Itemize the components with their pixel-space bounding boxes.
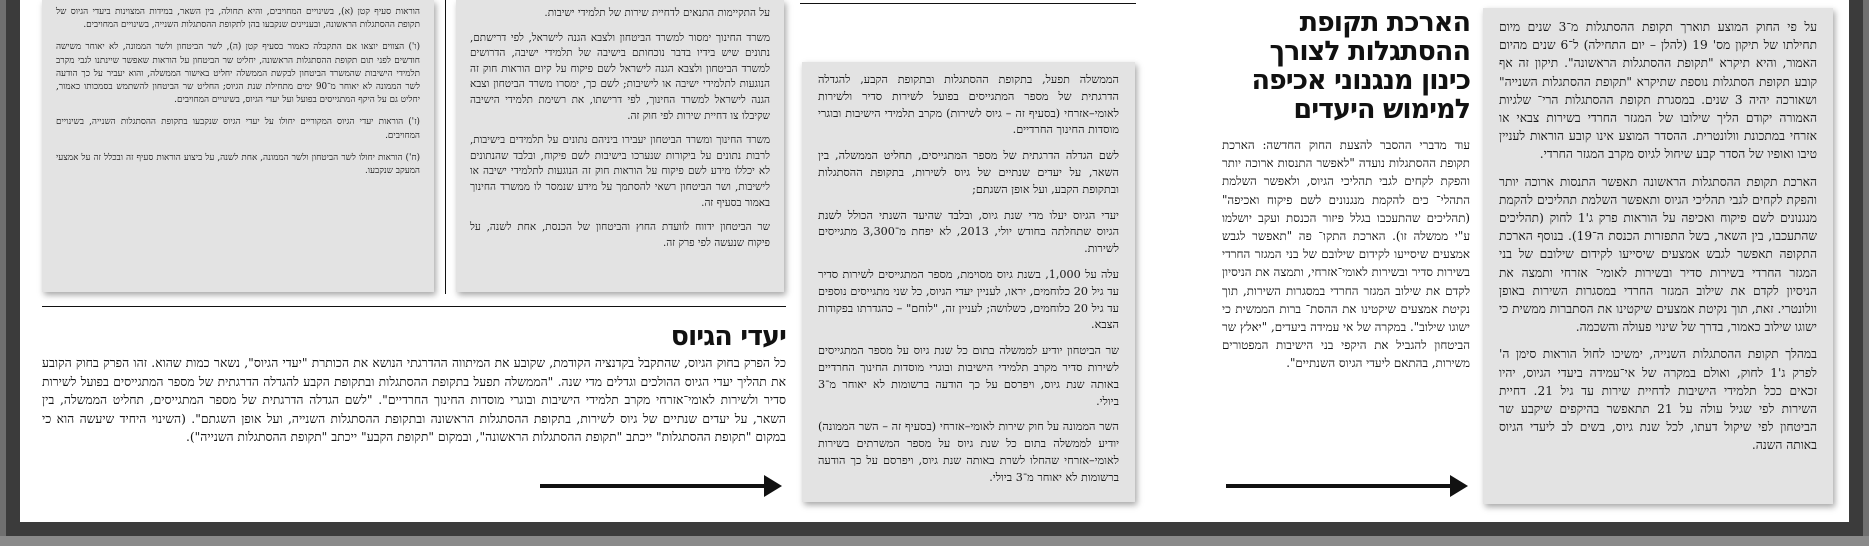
law-excerpt-paragraph: על פי החוק המוצע תוארך תקופת ההסתגלות מ־3 שנים מיום תחילתו של תיקון מס' 19 (להלן – יום התחילה) ל־6 שנים מהיום האמור, והיא תיקרא "תקופת ההסתגלות הראשונה". תיקון זה אף קובע תקופת הסתגלות נוספת שתיקרא "תקופת ההסתגלות השנייה" ושאורכה יהיה 3 שנים. במסגרת תקופת ההסתגלות הרי־ שלגיות האמורה יקודם הליך שילובו של המגזר החרדי בשירות צבאי או אזרחי במתכונת וולונטרית. ההסדר המוצע אינו קובע הוראות לעניין טיבו ואופיו של הסדר קבע שיחול לגיוס מקרב המגזר החרדי.: [1499, 20, 1817, 162]
top-rule: [800, 3, 1136, 4]
law-excerpt-paragraph: עלה על 1,000, בשנת גיוס מסוימת, מספר המתגייסים לשירות סדיר עד גיל 20 כלוחמים, יראו, לעניין יעדי הגיוס, כל שני מתגייסים נוספים עד גיל 20 כלוחמים, כשלושה; לעניין זה, "לוחם" – כהגדרתו בפקודות הצבא.: [818, 267, 1119, 332]
giyus-section-body: כל הפרק בחוק הגיוס, שהתקבל בקדנציה הקודמת, שקובע את המיתווה ההדרגתי הנושא את הכותרת "יעדי הגיוס", נשאר כמות שהוא. זהו הפרק בחוק הקובע את תהליך יעדי הגיוס ההולכים וגדלים מדי שנה. "הממשלה תפעל בתקופת ההסתגלות ובתקופת הקבע להגדלה הדרגתית של מספר המתגייסים בפועל לשירות סדיר ולשירות לאומי־אזרחי מקרב תלמידי הישיבות ובוגרי מוסדות החינוך החרדיים". "לשם הגדלה הדרגתית של מספר המתגייסים, תחליט הממשלה, בין השאר, על יעדים שנתיים של גיוס לשירות, בתקופת ההסתגלות הראשונה ובתקופת ההסתגלות השנייה, ועל אופן השגתם". (השינוי היחיד שיעשה הוא כי במקום "תקופת ההסתגלות" ייכתב "תקופת ההסתגלות הראשונה", ובמקום "תקופת הקבע" ייכתב "תקופת ההסתגלות השנייה").: [42, 356, 786, 445]
giyus-section: [42, 322, 786, 482]
law-excerpt-paragraph: השר הממונה על חוק שירות לאומי–אזרחי (בסעיף זה – השר הממונה) יודיע לממשלה בתום כל שנת גיוס על מספר המשרתים בשירות לאומי–אזרחי שהחלו לשרת באותה שנת גיוס, ויפרסם על כך הודעה ברשומות לא יאוחר מ־3 ביולי.: [818, 420, 1119, 484]
continue-arrow-icon: [1226, 484, 1452, 488]
continue-arrow-icon: [540, 484, 766, 488]
law-excerpt-paragraph: (ז') הוראות יעדי הגיוס המקוריים יחולו על יעדי הגיוס שנקבעו בתקופת ההסתגלות השנייה, בשינויים המחויבים.: [56, 117, 420, 141]
law-excerpt-box-right: [1483, 8, 1833, 504]
law-excerpt-paragraph: לשם הגדלה הדרגתית של מספר המתגייסים, תחליט הממשלה, בין השאר, על יעדים שנתיים של גיוס לשירות, בתקופת ההסתגלות ובתקופת הקבע, ועל אופן השגתם;: [818, 149, 1119, 196]
article-body: עוד מדברי ההסבר להצעת החוק החדשה: הארכת תקופת ההסתגלות נועדה "לאפשר התנסות ארוכה יותר והפקת לקחים לגבי תהליכי הגיוס, ולאפשר השלמת התהלי־ כים להקמת מנגנונים לשם פיקוח ואכיפה" (תהליכים שהתעכבו בגלל פיזור הכנסת ועקב יושלמו ע"י ממשלה זו). הארכת התקו־ פה "תאפשר לגבש אמצעים שיסייעו לקידום שילובם של בני המגזר החרדי בשירות סדיר ובשירות לאומי־אזרחי, ותמצה את הניסיון לקדם את שילוב המגזר החרדי במסגרות השירות, תוך נקיטת אמצעים שיקטינו את ההסת־ ברות הממשית כי ישוגו שילוב". במקרה של אי עמידה ביעדים, "יאלץ שר הביטחון להגביל את היקפי בני הישיבות המפטורים משירות, בהתאם ליעדי הגיוס השנתיים".: [1222, 138, 1470, 371]
law-excerpt-box-top-left: [42, 0, 434, 292]
vertical-rule: [445, 0, 446, 294]
law-excerpt-box-middle: [802, 62, 1135, 502]
law-excerpt-paragraph: שר הביטחון ידווח לוועדת החוץ והביטחון של הכנסת, אחת לשנה, על פיקוח שנעשה לפי פרק זה.: [470, 221, 770, 249]
law-excerpt-paragraph: במהלך תקופת ההסתגלות השנייה, ימשיכו לחול הוראות סימן ה' לפרק ג'1 לחוק, ואולם במקרה של אי־עמידה ביעדי הגיוס, יהיו זכאים ככל תלמידי הישיבות לדחיית שירות עד גיל 21. דחיית השירות לפי שגיל עולה על 21 תתאפשר בהיקפים שיקבע שר הביטחון לפי שיקול דעתו, לכל שנת גיוס, בשים לב ליעדי הגיוס באותה השנה.: [1499, 347, 1817, 453]
law-excerpt-box-top-center: [456, 0, 784, 292]
law-excerpt-paragraph: הוראות סעיף קטן (א), בשינויים המחויבים, והיא תחולה, בין השאר, במידות המצוינות ביעדי הגיוס של תקופת ההסתגלות הראשונה, ובעניינים שנקבעו בהן לתקופת ההסתגלות השנייה, בשינויים המחויבים.: [56, 7, 420, 31]
law-excerpt-paragraph: משרד החינוך ימסור למשרד הביטחון ולצבא הגנה לישראל, לפי דרישתם, נתונים שיש בידיו בדבר נוכחותם בישיבה של תלמידי ישיבה, הדרושים למשרד הביטחון ולצבא הגנה לישראל לשם פיקוח על קיום הוראות חוק זה הנוגעות לתלמידי ישיבה או לישיבות; לשם כך, ימסרו משרד הביטחון וצבא הגנה לישראל למשרד החינוך, לפי דרישתו, את רשימת תלמידי הישיבה שקיבלו צו דחיית שירות לפי חוק זה.: [470, 31, 770, 122]
law-excerpt-paragraph: הממשלה תפעל, בתקופת ההסתגלות ובתקופת הקבע, להגדלה הדרגתית של מספר המתגייסים בפועל לשירות סדיר ולשירות לאומי–אזרחי (בסעיף זה – גיוס לשירות) מקרב תלמידי הישיבות ובוגרי מוסדות החינוך החרדיים.: [818, 73, 1119, 137]
law-excerpt-paragraph: הארכת תקופת ההסתגלות הראשונה תאפשר התנסות ארוכה יותר והפקת לקחים לגבי תהליכי הגיוס ותאפשר השלמת תהליכים להקמת מנגנונים לשם פיקוח ואכיפה על הוראות פרק ג'1 לחוק (תהליכים שהתעכבו, בין השאר, בשל התפזרות הכנסת ה־19). בנוסף הארכת התקופה תאפשר לגבש אמצעים שיסייעו לקידום שילובם של בני המגזר החרדי בשירות סדיר ובשירות לאומי־ אזרחי ותמצה את הניסיון לקדם את שילוב המגזר החרדי במסגרות השירות באופן וולונטרי. זאת, תוך נקיטת אמצעים שיקטינו את הסתברות ממשית כי ישוגו שילוב כאמור, בדרך של שינוי פעולה והשכמה.: [1499, 174, 1818, 335]
law-excerpt-paragraph: יעדי הגיוס יעלו מדי שנת גיוס, ובלבד שהיעד השנתי הכולל לשנת הגיוס שתחלתה בחודש יולי, 2013, לא יפחת מ־3,300 מתגייסים לשירות.: [818, 208, 1120, 256]
law-excerpt-paragraph: שר הביטחון יודיע לממשלה בתום כל שנת גיוס על מספר המתגייסים לשירות סדיר מקרב תלמידי הישיבות ובוגרי מוסדות החינוך החרדיים באותה שנת גיוס, ויפרסם על כך הודעה ברשומות לא יאוחר מ־3 ביולי.: [818, 344, 1119, 408]
page-right-edge: [1863, 0, 1869, 546]
law-excerpt-paragraph: משרד החינוך ומשרד הביטחון יעבירו ביניהם נתונים על תלמידים בישיבות, לרבות נתונים על ביקורות שנערכו בישיבות לשם פיקוח, ובלבד שהנתונים לא יכללו מידע לשם פיקוח על הוראות חוק זה הנוגעות לתלמידי ישיבה או לישיבות, ושר הביטחון רשאי להסתמך על מידע שנמסר לו ממשרד החינוך באמור בסעיף זה.: [470, 134, 770, 209]
page-bottom-edge: [0, 536, 1869, 546]
law-excerpt-paragraph: (ו') הצווים יוצאו אם התקבלה כאמור בסעיף קטן (ה), לשר הביטחון ולשר הממונה, לא יאוחר משישה חודשים לפני תום תקופת ההסתגלות הראשונה, יחליט שר הביטחון על הוראות שאפשר שיינתנו לגבי מקרב תלמידי הישיבות שהמשרד הביטחון לבקשת הממשלה יחליט באישור הממשלה, והוא יעביר על כך הודעה לשר הממונה לא יאוחר מ־90 ימים מתחילת שנת הגיוס; החליט שר הביטחון להשתמש בסמכותו כאמור, יחליט גם על היקף המתגייסים בפועל ועל יעדי הגיוס, בשינויים המחויבים.: [56, 42, 420, 106]
article-column: [1222, 0, 1470, 480]
law-excerpt-paragraph: על התקיימות התנאים לדחיית שירות של תלמידי ישיבות.: [544, 7, 770, 19]
page-left-edge: [0, 0, 6, 546]
law-excerpt-paragraph: (ח') הוראות יחולו לשר הביטחון ולשר הממונה, אחת לשנה, על ביצוע הוראות סעיף זה ובכלל זה על אמצעי המעקב שנקבעו.: [56, 152, 420, 177]
article-headline: הארכת תקופת ההסתגלות לצורך כינון מנגנוני אכיפה למימוש היעדים: [1251, 7, 1470, 125]
section-divider-rule: [42, 306, 786, 307]
giyus-section-title: יעדי הגיוס: [670, 322, 786, 352]
